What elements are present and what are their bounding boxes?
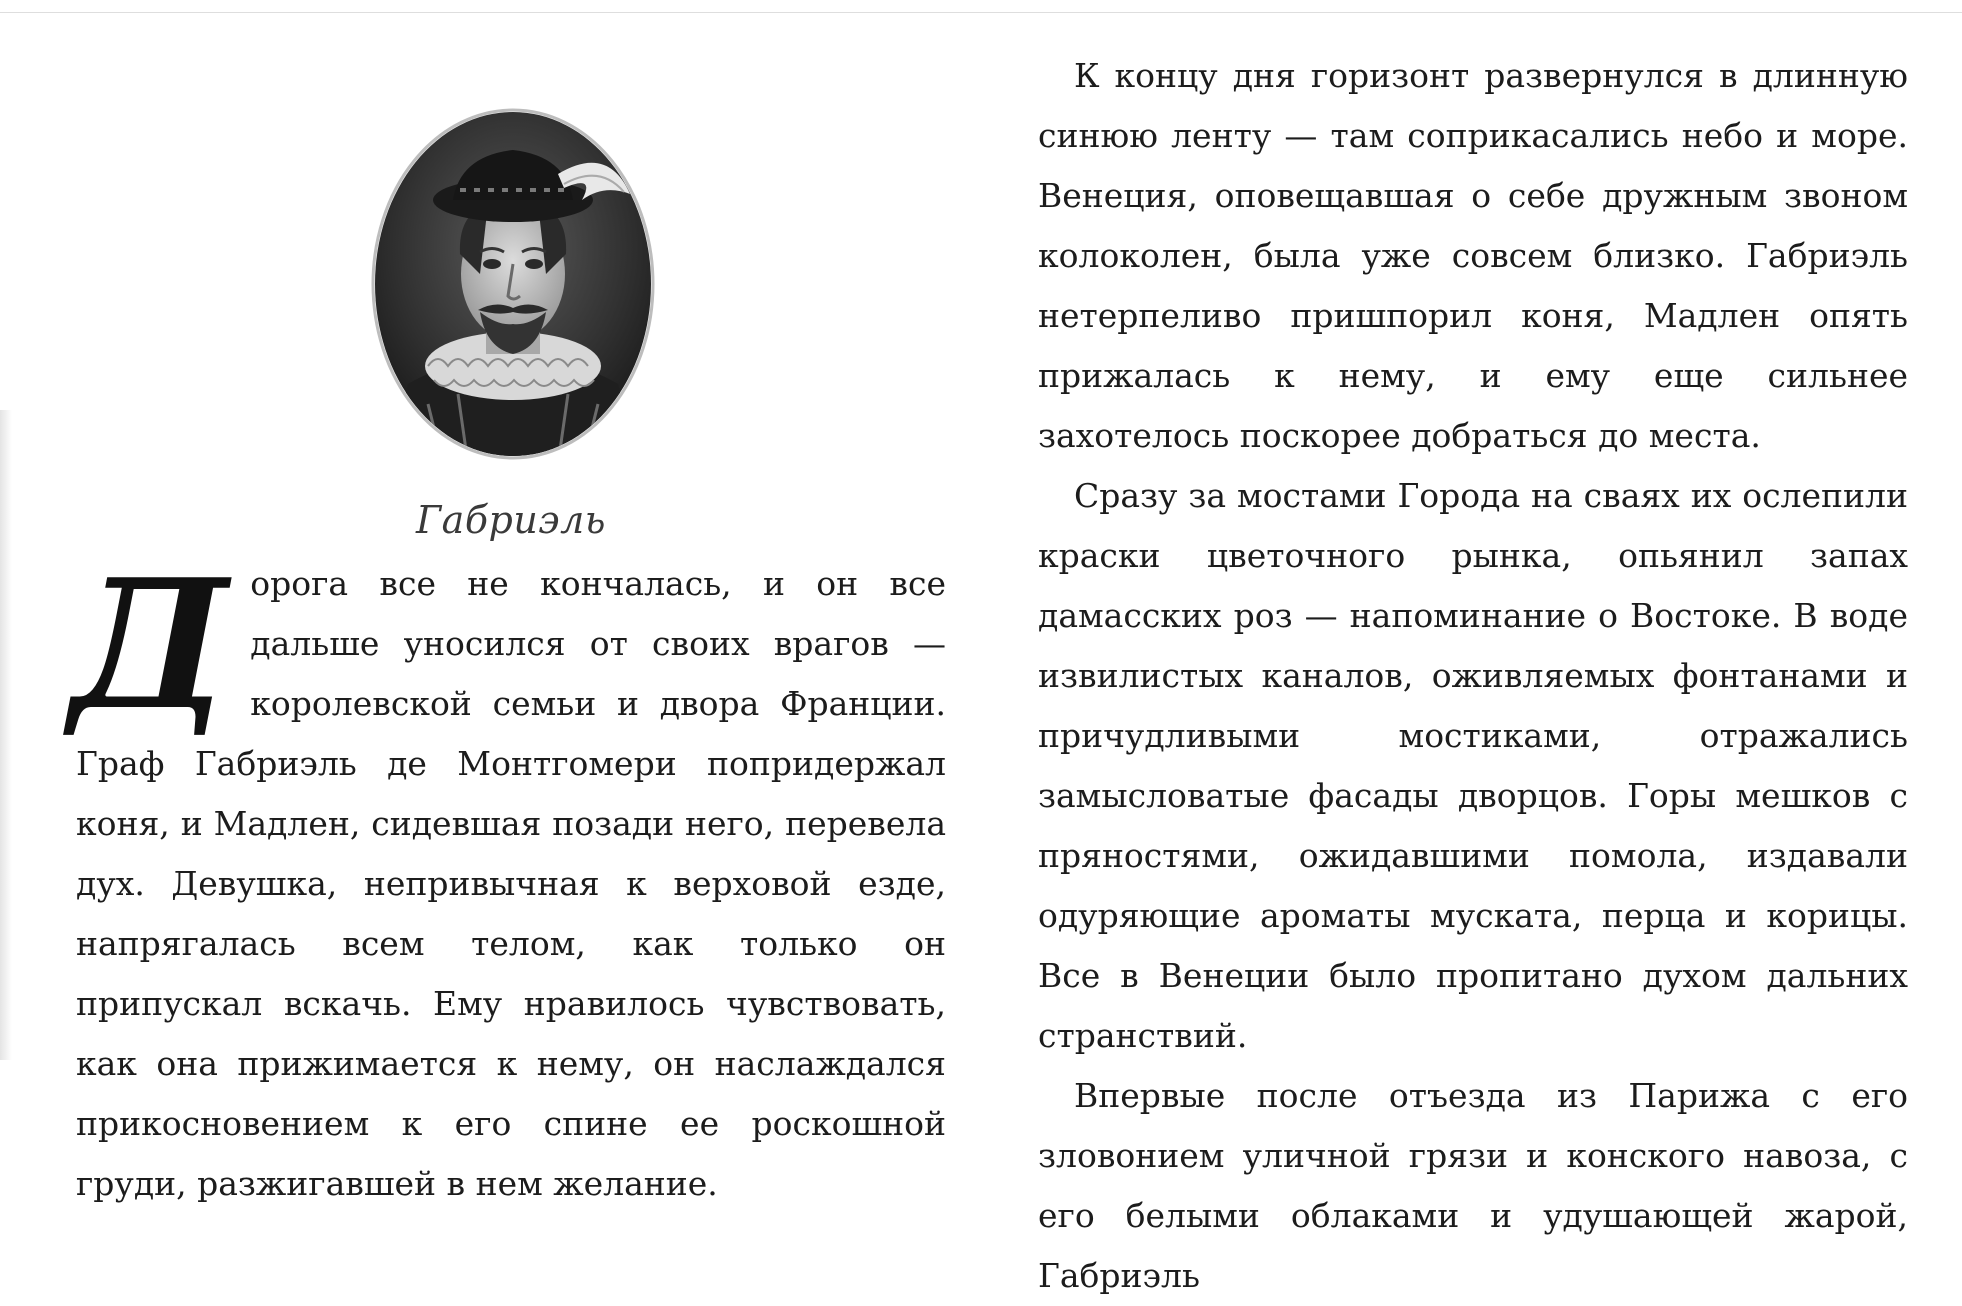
portrait-image bbox=[368, 104, 658, 464]
portrait-illustration bbox=[368, 104, 658, 464]
left-paragraph: орога все не кончалась, и он все дальше уносился от своих врагов — королевской семьи и двора Франции. Граф Габриэль де Монтгомери попридержал коня, и Мадлен, сидевшая позади него, перевела дух. Девушка, непривычная к верховой езде, напрягалась всем телом, как только он припускал вскачь. Ему нравилось чувствовать, как она прижимается к нему, он наслаждался прикосновением к его спине ее роскошной груди, разжигавшей в нем желание. bbox=[76, 564, 946, 1203]
drop-cap: Д bbox=[70, 540, 229, 749]
paragraph-1: К концу дня горизонт развернулся в длинную синюю ленту — там соприкасались небо и море. Венеция, оповещавшая о себе дружным звоном колоколен, была уже совсем близко. Габриэль нетерпеливо пришпорил коня, Мадлен опять прижалась к нему, и ему еще сильнее захотелось поскорее добраться до места. bbox=[1038, 56, 1908, 455]
page-edge-shadow bbox=[0, 410, 12, 1060]
left-body-text bbox=[70, 540, 946, 1214]
portrait-caption: Габриэль bbox=[416, 498, 606, 542]
paragraph-3: Впервые после отъезда из Парижа с его зловонием уличной грязи и конского навоза, с его белыми облаками и удушающей жарой, Габриэль bbox=[1038, 1076, 1908, 1295]
right-body-text bbox=[1038, 46, 1908, 1306]
paragraph-2: Сразу за мостами Города на сваях их ослепили краски цветочного рынка, опьянил запах дамасских роз — напоминание о Востоке. В воде извилистых каналов, оживляемых фонтанами и причудливыми мостиками, отражались замысловатые фасады дворцов. Горы мешков с пряностями, ожидавшими помола, издавали одуряющие ароматы муската, перца и корицы. Все в Венеции было пропитано духом дальних странствий. bbox=[1038, 476, 1908, 1055]
top-divider bbox=[0, 12, 1962, 13]
